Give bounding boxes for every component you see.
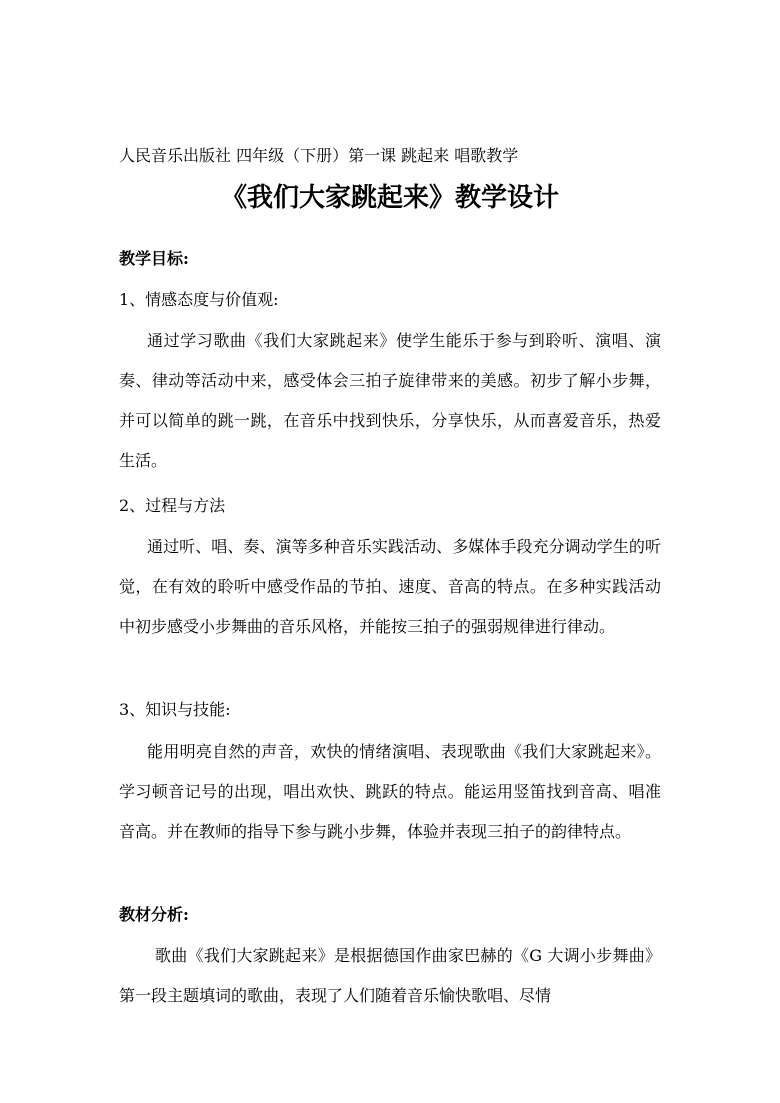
analysis-text: 歌曲《我们大家跳起来》是根据德国作曲家巴赫的《G 大调小步舞曲》第一段主题填词的歌曲，表现了人们随着音乐愉快歌唱、尽情	[119, 946, 661, 1005]
objective-1-text: 通过学习歌曲《我们大家跳起来》使学生能乐于参与到聆听、演唱、演奏、律动等活动中来，感受体会三拍子旋律带来的美感。初步了解小步舞，并可以简单的跳一跳，在音乐中找到快乐，分享快乐，从而喜爱音乐，热爱生活。	[119, 331, 661, 470]
document-title: 《我们大家跳起来》教学设计	[220, 183, 559, 213]
objectives-heading: 教学目标:	[119, 249, 189, 268]
objective-3-text: 能用明亮自然的声音，欢快的情绪演唱、表现歌曲《我们大家跳起来》。学习顿音记号的出现，唱出欢快、跳跃的特点。能运用竖笛找到音高、唱准音高。并在教师的指导下参与跳小步舞，体验并表现三拍子的韵律特点。	[119, 742, 661, 841]
objective-2-label: 2、过程与方法	[119, 496, 226, 515]
objective-2-text: 通过听、唱、奏、演等多种音乐实践活动、多媒体手段充分调动学生的听觉，在有效的聆听中感受作品的节拍、速度、音高的特点。在多种实践活动中初步感受小步舞曲的音乐风格，并能按三拍子的强弱规律进行律动。	[119, 537, 661, 636]
objective-3-label: 3、知识与技能:	[119, 700, 231, 719]
objective-1-label: 1、情感态度与价值观:	[119, 290, 279, 309]
document-subtitle: 人民音乐出版社 四年级（下册）第一课 跳起来 唱歌教学	[119, 146, 519, 165]
analysis-heading: 教材分析:	[119, 905, 189, 924]
